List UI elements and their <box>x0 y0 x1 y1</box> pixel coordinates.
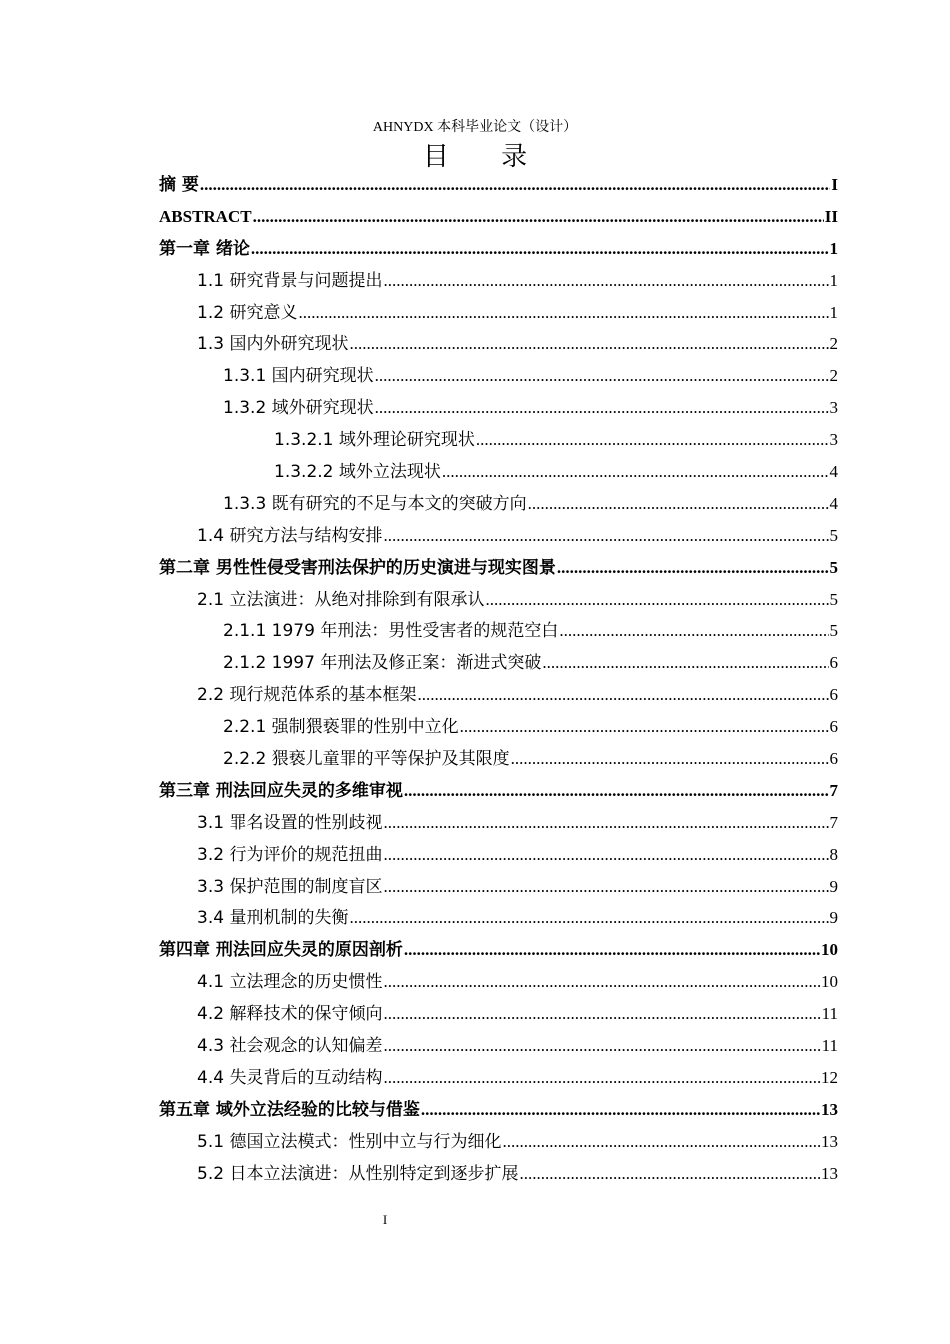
toc-page-number: 6 <box>829 717 838 737</box>
toc-dot-leader <box>476 424 829 456</box>
toc-dot-leader <box>383 871 828 903</box>
toc-page-number: 6 <box>829 749 838 769</box>
toc-entry-title: 5.2 日本立法演进：从性别特定到逐步扩展 <box>197 1163 519 1184</box>
toc-section-entry[interactable] <box>159 711 838 743</box>
toc-dot-leader <box>349 902 828 934</box>
toc-dot-leader <box>542 647 828 679</box>
toc-dot-leader <box>253 201 824 233</box>
toc-page-number: 6 <box>829 685 838 705</box>
toc-dot-leader <box>383 1030 820 1062</box>
toc-page-number: 9 <box>829 908 838 928</box>
toc-entry-title: 第三章 刑法回应失灵的多维审视 <box>159 780 403 801</box>
toc-dot-leader <box>383 1062 820 1094</box>
toc-page-number: 5 <box>829 525 838 545</box>
toc-entry-title: 1.1 研究背景与问题提出 <box>197 270 383 291</box>
toc-section-entry[interactable] <box>159 520 838 552</box>
toc-section-entry[interactable] <box>159 807 838 839</box>
toc-page-number: 1 <box>829 302 838 322</box>
toc-section-entry[interactable] <box>159 902 838 934</box>
toc-section-entry[interactable] <box>159 998 838 1030</box>
toc-page-number: 4 <box>829 493 838 513</box>
toc-dot-leader <box>502 1126 820 1158</box>
toc-entry-title: 4.2 解释技术的保守倾向 <box>197 1004 383 1025</box>
toc-entry-title: 第五章 域外立法经验的比较与借鉴 <box>159 1099 420 1120</box>
toc-page-number: 13 <box>821 1131 838 1151</box>
toc-page-number: 7 <box>829 780 838 800</box>
toc-dot-leader <box>383 966 820 998</box>
toc-dot-leader <box>383 998 820 1030</box>
toc-page-number: 2 <box>829 334 838 354</box>
toc-dot-leader <box>383 265 828 297</box>
toc-dot-leader <box>298 297 828 329</box>
toc-page-number: 1 <box>829 238 838 258</box>
toc-dot-leader <box>383 807 828 839</box>
toc-section-entry[interactable] <box>159 743 838 775</box>
toc-entry-title: 第一章 绪论 <box>159 238 250 259</box>
toc-entry-title: ABSTRACT <box>159 206 252 226</box>
toc-dot-leader <box>349 328 828 360</box>
toc-page-number: 10 <box>821 972 838 992</box>
toc-dot-leader <box>383 839 828 871</box>
toc-entry-title: 1.4 研究方法与结构安排 <box>197 525 383 546</box>
toc-section-entry[interactable] <box>159 360 838 392</box>
toc-section-entry[interactable] <box>159 297 838 329</box>
toc-dot-leader <box>404 775 829 807</box>
toc-chapter-entry[interactable] <box>159 934 838 966</box>
toc-dot-leader <box>528 488 829 520</box>
toc-dot-leader <box>375 392 829 424</box>
toc-page-number: 5 <box>829 557 838 577</box>
page-number: I <box>382 1212 388 1227</box>
toc-page-number: 1 <box>829 270 838 290</box>
toc-section-entry[interactable] <box>159 424 838 456</box>
toc-section-entry[interactable] <box>159 328 838 360</box>
toc-dot-leader <box>417 679 828 711</box>
toc-section-entry[interactable] <box>159 392 838 424</box>
toc-entry-title: 1.3.2.1 域外理论研究现状 <box>274 430 475 451</box>
toc-section-entry[interactable] <box>159 1062 838 1094</box>
toc-entry-title: 3.1 罪名设置的性别歧视 <box>197 812 383 833</box>
toc-page-number: 10 <box>821 940 838 960</box>
toc-dot-leader <box>251 233 829 265</box>
toc-entry-title: 1.3 国内外研究现状 <box>197 334 349 355</box>
toc-dot-leader <box>200 169 830 201</box>
toc-page-number: 5 <box>829 589 838 609</box>
toc-page-number: 4 <box>829 462 838 482</box>
toc-section-entry[interactable] <box>159 1158 838 1190</box>
toc-section-entry[interactable] <box>159 265 838 297</box>
toc-section-entry[interactable] <box>159 1126 838 1158</box>
toc-section-entry[interactable] <box>159 456 838 488</box>
toc-page-number: 2 <box>829 366 838 386</box>
toc-entry-title: 2.1.1 1979 年刑法：男性受害者的规范空白 <box>223 621 559 642</box>
toc-entry-title: 1.3.2 域外研究现状 <box>223 398 374 419</box>
toc-page-number: 11 <box>821 1036 838 1056</box>
toc-dot-leader <box>519 1158 820 1190</box>
toc-page-number: 5 <box>829 621 838 641</box>
toc-page-number: 3 <box>829 430 838 450</box>
toc-entry-title: 4.3 社会观念的认知偏差 <box>197 1036 383 1057</box>
toc-page-number: 13 <box>821 1163 838 1183</box>
toc-section-entry[interactable] <box>159 966 838 998</box>
toc-entry-title: 1.3.3 既有研究的不足与本文的突破方向 <box>223 493 527 514</box>
toc-entry-title: 2.1.2 1997 年刑法及修正案：渐进式突破 <box>223 653 542 674</box>
toc-page-number: 11 <box>821 1004 838 1024</box>
toc-page-number: 9 <box>829 876 838 896</box>
toc-section-entry[interactable] <box>159 647 838 679</box>
toc-entry-title: 2.2.1 强制猥亵罪的性别中立化 <box>223 717 459 738</box>
toc-section-entry[interactable] <box>159 871 838 903</box>
toc-section-entry[interactable] <box>159 1030 838 1062</box>
toc-entry-title: 2.2 现行规范体系的基本框架 <box>197 685 417 706</box>
toc-chapter-entry[interactable] <box>159 169 838 201</box>
toc-page-number: I <box>831 175 838 194</box>
toc-section-entry[interactable] <box>159 839 838 871</box>
toc-page-number: 8 <box>829 844 838 864</box>
toc-dot-leader <box>375 360 829 392</box>
toc-entry-title: 5.1 德国立法模式：性别中立与行为细化 <box>197 1131 502 1152</box>
toc-dot-leader <box>404 934 820 966</box>
toc-entry-title: 第二章 男性性侵受害刑法保护的历史演进与现实图景 <box>159 557 556 578</box>
toc-dot-leader <box>383 520 828 552</box>
page-header: AHNYDX 本科毕业论文（设计） <box>372 120 578 135</box>
toc-dot-leader <box>421 1094 820 1126</box>
toc-page-number: 6 <box>829 653 838 673</box>
toc-page-number: 13 <box>821 1099 838 1119</box>
toc-page-number: 12 <box>821 1067 838 1087</box>
toc-dot-leader <box>559 615 828 647</box>
table-of-contents <box>159 169 838 1190</box>
toc-entry-title: 摘 要 <box>159 175 199 195</box>
toc-page-number: 7 <box>829 812 838 832</box>
toc-entry-title: 2.2.2 猥亵儿童罪的平等保护及其限度 <box>223 749 510 770</box>
toc-page-number: II <box>824 206 838 226</box>
toc-entry-title: 3.4 量刑机制的失衡 <box>197 908 349 929</box>
toc-dot-leader <box>442 456 829 488</box>
toc-dot-leader <box>460 711 829 743</box>
toc-section-entry[interactable] <box>159 615 838 647</box>
toc-entry-title: 1.3.2.2 域外立法现状 <box>274 462 441 483</box>
toc-chapter-entry[interactable] <box>159 1094 838 1126</box>
toc-entry-title: 4.1 立法理念的历史惯性 <box>197 972 383 993</box>
toc-entry-title: 1.2 研究意义 <box>197 302 298 323</box>
toc-entry-title: 3.2 行为评价的规范扭曲 <box>197 844 383 865</box>
toc-entry-title: 第四章 刑法回应失灵的原因剖析 <box>159 940 403 961</box>
toc-dot-leader <box>557 552 829 584</box>
toc-chapter-entry[interactable] <box>159 552 838 584</box>
toc-section-entry[interactable] <box>159 488 838 520</box>
toc-dot-leader <box>485 584 828 616</box>
toc-entry-title: 2.1 立法演进：从绝对排除到有限承认 <box>197 589 485 610</box>
toc-chapter-entry[interactable] <box>159 233 838 265</box>
toc-section-entry[interactable] <box>159 679 838 711</box>
toc-page-number: 3 <box>829 398 838 418</box>
toc-chapter-entry[interactable] <box>159 775 838 807</box>
toc-chapter-entry[interactable] <box>159 201 838 233</box>
page-title: 目 录 <box>422 142 550 172</box>
toc-dot-leader <box>511 743 829 775</box>
toc-entry-title: 3.3 保护范围的制度盲区 <box>197 876 383 897</box>
toc-entry-title: 4.4 失灵背后的互动结构 <box>197 1067 383 1088</box>
toc-section-entry[interactable] <box>159 584 838 616</box>
toc-entry-title: 1.3.1 国内研究现状 <box>223 366 374 387</box>
